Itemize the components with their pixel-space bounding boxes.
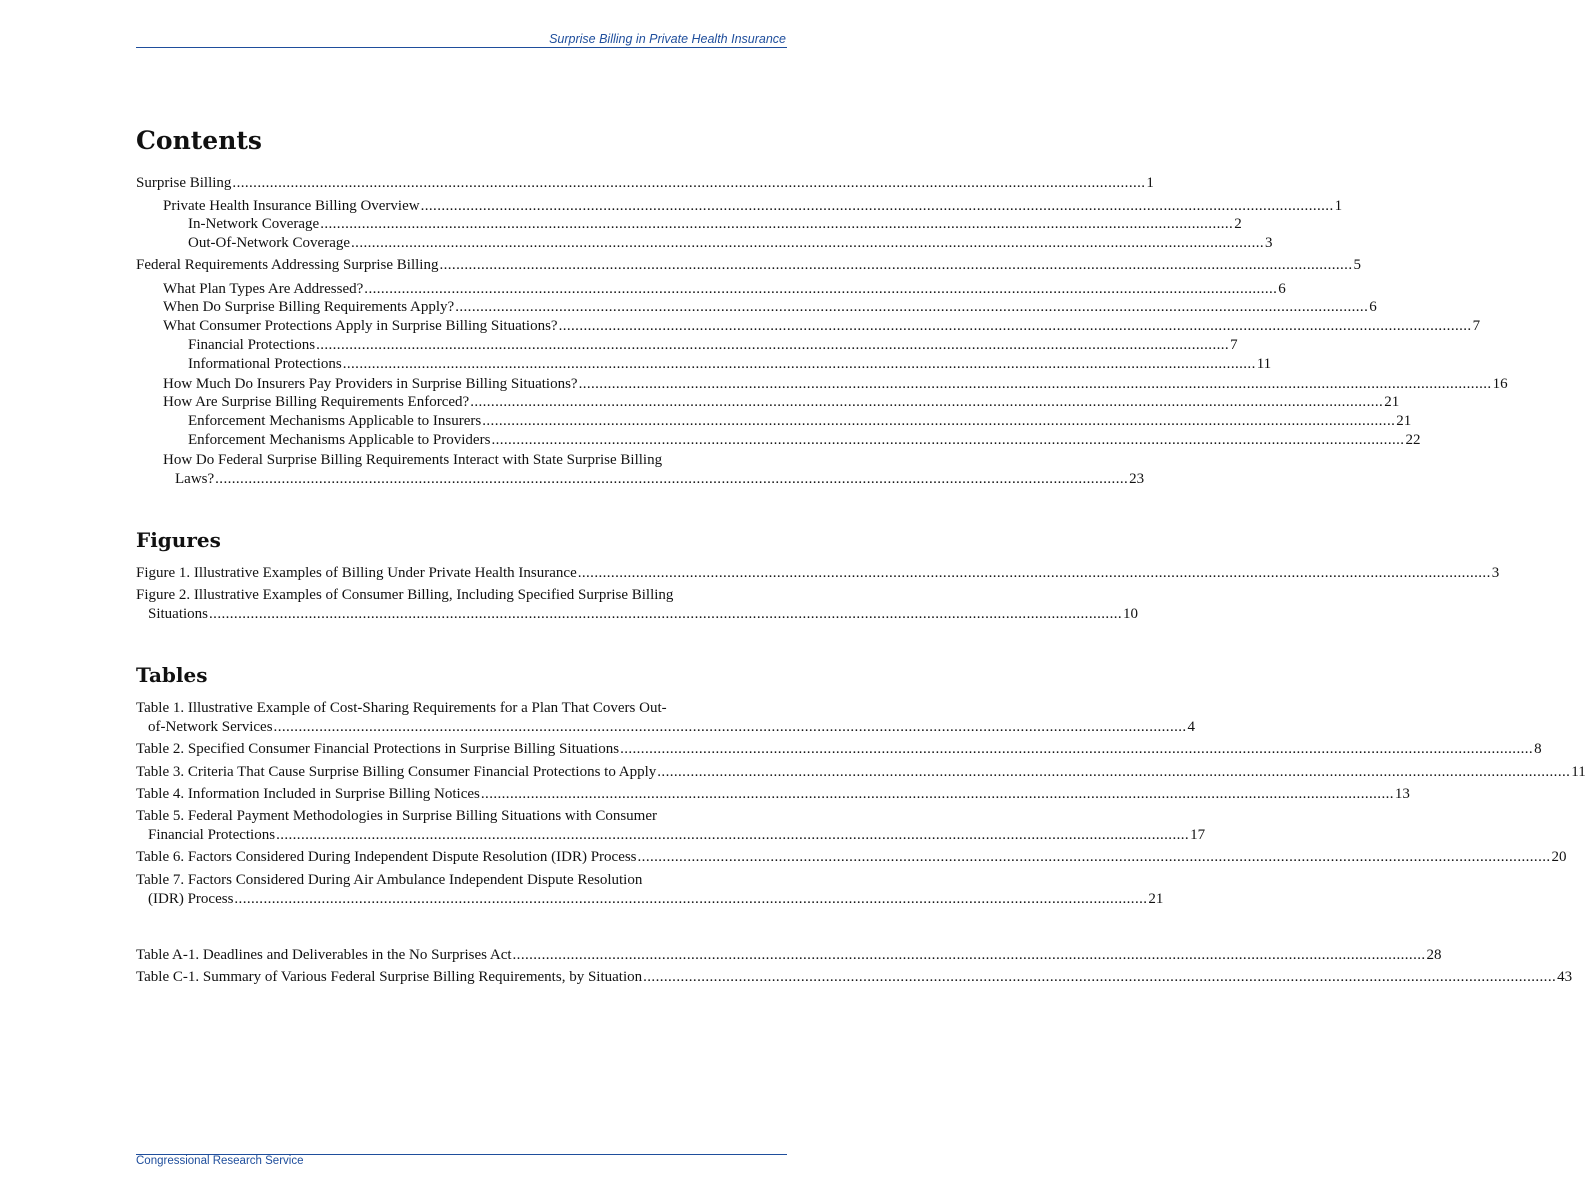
table-entry-text: Table 3. Criteria That Cause Surprise Billing Consumer Financial Protections to Apply [136, 764, 657, 780]
toc-entry-page: 6 [1278, 281, 1286, 297]
leader-dots: ............................................................................................................................................................................................................................ [482, 413, 1396, 429]
toc-entry[interactable] [188, 215, 1242, 234]
running-header-title: Surprise Billing in Private Health Insurance [549, 32, 786, 46]
toc-entry-text: Informational Protections [188, 356, 342, 372]
toc-entry-text: How Much Do Insurers Pay Providers in Surprise Billing Situations? [163, 376, 578, 392]
toc-entry-page: 7 [1230, 337, 1238, 353]
leader-dots: ............................................................................................................................................................................................................................ [316, 337, 1230, 353]
table-entry-text[interactable]: Table 1. Illustrative Example of Cost-Sharing Requirements for a Plan That Covers Out- [136, 700, 667, 716]
toc-entry-text[interactable]: How Do Federal Surprise Billing Requirements Interact with State Surprise Billing [163, 452, 663, 468]
table-entry-text: Table 4. Information Included in Surprise Billing Notices [136, 786, 480, 802]
contents-heading: Contents [136, 126, 263, 155]
leader-dots: ............................................................................................................................................................................................................................ [273, 719, 1187, 735]
figure-entry-text: Figure 1. Illustrative Examples of Billing Under Private Health Insurance [136, 565, 577, 581]
leader-dots: ............................................................................................................................................................................................................................ [577, 565, 1491, 581]
toc-entry[interactable] [163, 197, 1343, 216]
toc-entry-text: Private Health Insurance Billing Overview [163, 198, 420, 214]
toc-entry[interactable] [188, 431, 1421, 450]
toc-entry-page: 16 [1492, 376, 1508, 392]
table-entry-page: 43 [1557, 969, 1573, 985]
leader-dots: ............................................................................................................................................................................................................................ [480, 786, 1394, 802]
toc-entry-text: Financial Protections [188, 337, 316, 353]
figure-entry-text[interactable]: Figure 2. Illustrative Examples of Consumer Billing, Including Specified Surprise Billing [136, 587, 674, 603]
table-entry-page: 28 [1426, 947, 1442, 963]
table-entry-page: 8 [1534, 741, 1542, 757]
leader-dots: ............................................................................................................................................................................................................................ [470, 394, 1384, 410]
table-entry[interactable] [148, 826, 1206, 845]
toc-entry-page: 1 [1146, 175, 1154, 191]
toc-entry-text: Out-Of-Network Coverage [188, 235, 351, 251]
table-entry-text[interactable]: Table 5. Federal Payment Methodologies in Surprise Billing Situations with Consumer [136, 808, 657, 824]
toc-entry-text: Enforcement Mechanisms Applicable to Insurers [188, 413, 482, 429]
table-entry-page: 4 [1187, 719, 1196, 735]
table-entry-text: Table C-1. Summary of Various Federal Surprise Billing Requirements, by Situation [136, 969, 643, 985]
table-entry-page: 20 [1551, 849, 1567, 865]
leader-dots: ............................................................................................................................................................................................................................ [643, 969, 1557, 985]
table-entry-page: 11 [1571, 764, 1586, 780]
figures-heading: Figures [136, 528, 221, 552]
toc-entry-page: 1 [1334, 198, 1343, 214]
toc-entry-page: 11 [1256, 356, 1272, 372]
table-entry[interactable] [136, 763, 1586, 782]
leader-dots: ............................................................................................................................................................................................................................ [276, 827, 1190, 843]
toc-entry-text: How Are Surprise Billing Requirements Enforced? [163, 394, 470, 410]
leader-dots: ............................................................................................................................................................................................................................ [364, 281, 1278, 297]
table-entry[interactable] [136, 848, 1567, 867]
leader-dots: ............................................................................................................................................................................................................................ [657, 764, 1571, 780]
leader-dots: ............................................................................................................................................................................................................................ [342, 356, 1256, 372]
toc-entry[interactable] [136, 256, 1361, 275]
toc-entry[interactable] [188, 336, 1238, 355]
table-entry[interactable] [136, 785, 1410, 804]
toc-entry[interactable] [175, 470, 1145, 489]
toc-entry-text: Surprise Billing [136, 175, 232, 191]
table-entry-page: 21 [1148, 891, 1164, 907]
table-entry[interactable] [136, 740, 1542, 759]
leader-dots: ............................................................................................................................................................................................................................ [234, 891, 1148, 907]
table-entry[interactable] [136, 946, 1442, 965]
leader-dots: ............................................................................................................................................................................................................................ [209, 606, 1123, 622]
leader-dots: ............................................................................................................................................................................................................................ [512, 947, 1426, 963]
leader-dots: ............................................................................................................................................................................................................................ [232, 175, 1146, 191]
toc-entry-page: 6 [1369, 299, 1377, 315]
table-entry-text: Table 6. Factors Considered During Independent Dispute Resolution (IDR) Process [136, 849, 637, 865]
toc-entry[interactable] [188, 234, 1273, 253]
table-entry-text: Financial Protections [148, 827, 276, 843]
leader-dots: ............................................................................................................................................................................................................................ [215, 471, 1129, 487]
toc-entry-page: 2 [1234, 216, 1242, 232]
toc-entry[interactable] [163, 317, 1481, 336]
table-entry[interactable] [148, 890, 1164, 909]
toc-entry[interactable] [163, 298, 1377, 317]
table-entry-text[interactable]: Table 7. Factors Considered During Air Ambulance Independent Dispute Resolution [136, 872, 643, 888]
table-entry-page: 13 [1394, 786, 1410, 802]
footer-publisher: Congressional Research Service [136, 1155, 304, 1167]
toc-entry-text: What Consumer Protections Apply in Surprise Billing Situations? [163, 318, 558, 334]
toc-entry[interactable] [188, 412, 1412, 431]
leader-dots: ............................................................................................................................................................................................................................ [491, 432, 1405, 448]
toc-entry-text: What Plan Types Are Addressed? [163, 281, 364, 297]
toc-entry[interactable] [136, 174, 1154, 193]
toc-entry-page: 23 [1129, 471, 1145, 487]
table-entry-page: 17 [1190, 827, 1206, 843]
toc-entry[interactable] [163, 375, 1508, 394]
leader-dots: ............................................................................................................................................................................................................................ [351, 235, 1265, 251]
leader-dots: ............................................................................................................................................................................................................................ [558, 318, 1472, 334]
table-entry-text: of-Network Services [148, 719, 273, 735]
leader-dots: ............................................................................................................................................................................................................................ [439, 257, 1353, 273]
toc-entry[interactable] [188, 355, 1272, 374]
toc-entry[interactable] [163, 280, 1286, 299]
figure-entry-page: 3 [1491, 565, 1500, 581]
table-entry-text: Table A-1. Deadlines and Deliverables in the No Surprises Act [136, 947, 512, 963]
leader-dots: ............................................................................................................................................................................................................................ [578, 376, 1492, 392]
toc-entry[interactable] [163, 393, 1400, 412]
leader-dots: ............................................................................................................................................................................................................................ [620, 741, 1534, 757]
toc-entry-page: 3 [1265, 235, 1273, 251]
leader-dots: ............................................................................................................................................................................................................................ [320, 216, 1234, 232]
toc-entry-text: Enforcement Mechanisms Applicable to Providers [188, 432, 491, 448]
toc-entry-page: 5 [1353, 257, 1361, 273]
toc-entry-page: 22 [1405, 432, 1421, 448]
figure-entry[interactable] [136, 564, 1500, 583]
figure-entry-page: 10 [1123, 606, 1139, 622]
toc-entry-page: 21 [1396, 413, 1412, 429]
leader-dots: ............................................................................................................................................................................................................................ [637, 849, 1551, 865]
toc-entry-text: Federal Requirements Addressing Surprise Billing [136, 257, 439, 273]
header-rule [136, 47, 787, 48]
toc-entry-text: When Do Surprise Billing Requirements Apply? [163, 299, 455, 315]
toc-entry-page: 21 [1384, 394, 1400, 410]
table-entry[interactable] [136, 968, 1573, 987]
toc-entry-page: 7 [1472, 318, 1481, 334]
leader-dots: ............................................................................................................................................................................................................................ [420, 198, 1334, 214]
toc-entry-text: In-Network Coverage [188, 216, 320, 232]
table-entry[interactable] [148, 718, 1196, 737]
table-entry-text: Table 2. Specified Consumer Financial Protections in Surprise Billing Situations [136, 741, 620, 757]
table-entry-text: (IDR) Process [148, 891, 234, 907]
leader-dots: ............................................................................................................................................................................................................................ [455, 299, 1369, 315]
figure-entry[interactable] [148, 605, 1139, 624]
figure-entry-text: Situations [148, 606, 209, 622]
toc-entry-text: Laws? [175, 471, 215, 487]
tables-heading: Tables [136, 663, 208, 687]
